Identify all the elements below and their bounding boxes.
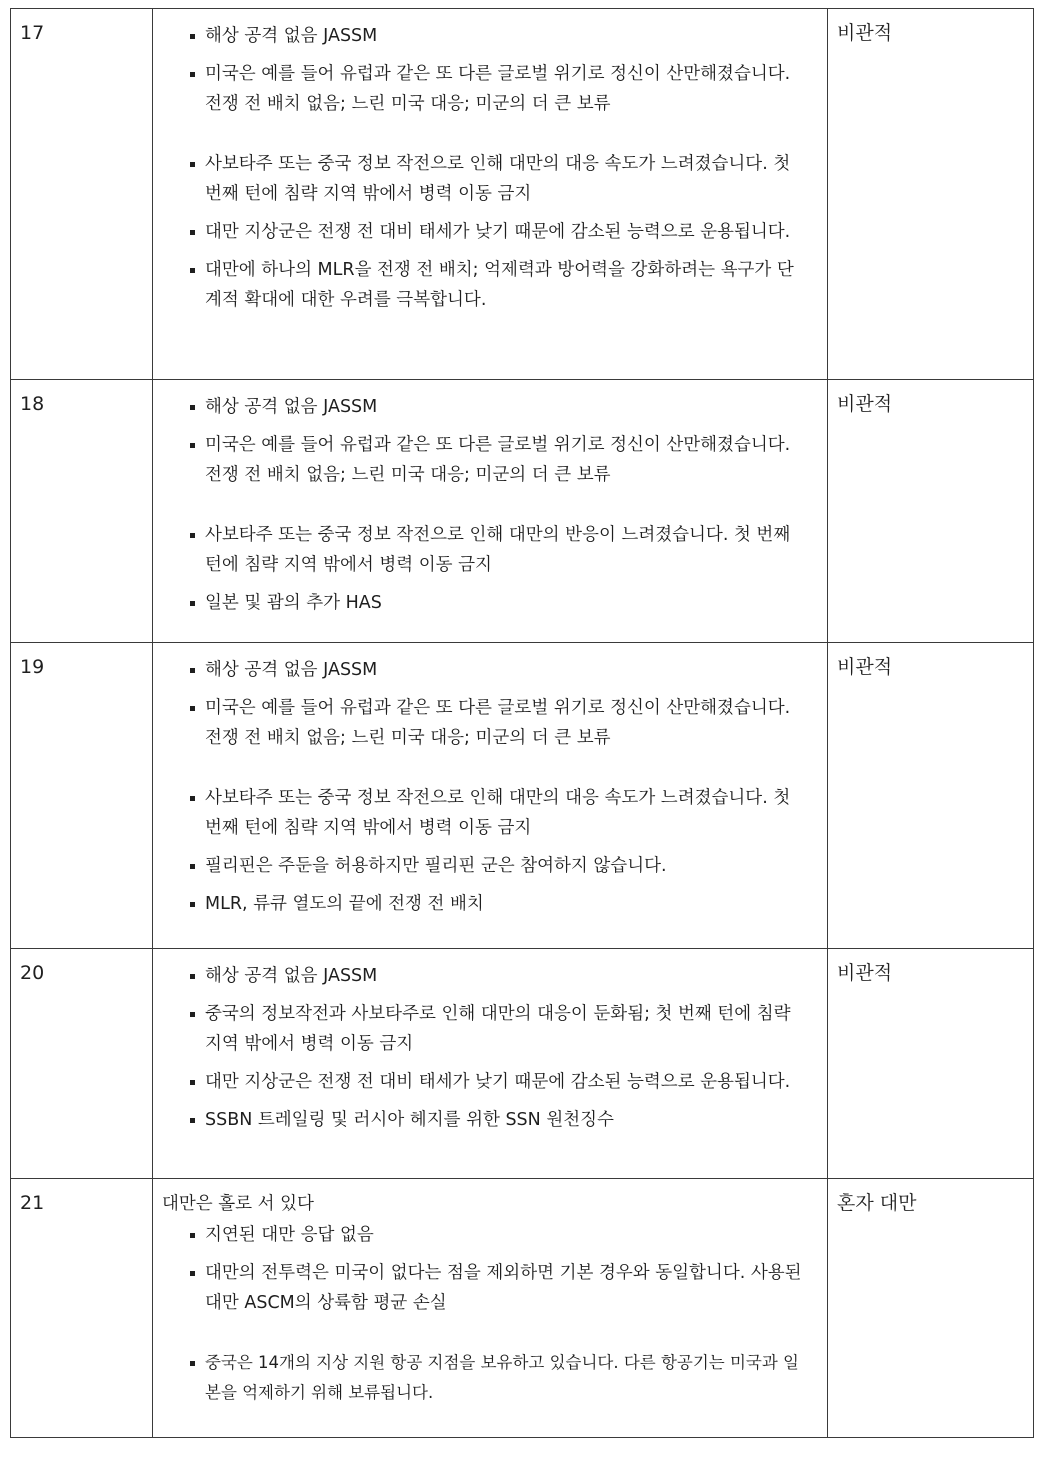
row-items-cell	[153, 1179, 828, 1438]
row-items-cell	[153, 949, 828, 1179]
bullet-icon	[190, 443, 195, 448]
table-row	[11, 949, 1034, 1179]
list-item-text: 중국의 정보작전과 사보타주로 인해 대만의 대응이 둔화됨; 첫 번째 턴에 침략 지역 밖에서 병력 이동 금지	[205, 1004, 791, 1054]
scenario-table	[10, 8, 1034, 1438]
list-item-text: 중국은 14개의 지상 지원 항공 지점을 보유하고 있습니다. 다른 항공기는 미국과 일본을 억제하기 위해 보류됩니다.	[205, 1353, 799, 1402]
bullet-icon	[190, 533, 195, 538]
row-number-cell	[11, 9, 153, 380]
list-item	[162, 851, 817, 881]
list-item-text: MLR, 류큐 열도의 끝에 전쟁 전 배치	[205, 894, 484, 914]
bullet-icon	[190, 1118, 195, 1123]
list-item-text: 대만 지상군은 전쟁 전 대비 태세가 낮기 때문에 감소된 능력으로 운용됩니다.	[205, 222, 791, 242]
list-item-text: 해상 공격 없음 JASSM	[205, 660, 378, 680]
row-outlook-cell	[828, 9, 1034, 380]
row-outlook: 비관적	[837, 656, 893, 678]
list-item-text: 해상 공격 없음 JASSM	[205, 26, 378, 46]
row-outlook-cell	[828, 949, 1034, 1179]
list-item	[162, 430, 817, 490]
row-items-cell	[153, 643, 828, 949]
list-item-text: 사보타주 또는 중국 정보 작전으로 인해 대만의 대응 속도가 느려졌습니다. 첫 번째 턴에 침략 지역 밖에서 병력 이동 금지	[205, 154, 791, 204]
list-item	[162, 520, 817, 580]
bullet-icon	[190, 1361, 195, 1366]
row-number-cell	[11, 380, 153, 643]
bullet-icon	[190, 72, 195, 77]
list-item	[162, 255, 817, 315]
bullet-icon	[190, 1080, 195, 1085]
list-item	[162, 392, 817, 422]
row-number-cell	[11, 643, 153, 949]
list-item	[162, 693, 817, 753]
list-item-text: 사보타주 또는 중국 정보 작전으로 인해 대만의 대응 속도가 느려졌습니다. 첫 번째 턴에 침략 지역 밖에서 병력 이동 금지	[205, 788, 791, 838]
row-outlook: 비관적	[837, 393, 893, 415]
row-outlook: 비관적	[837, 962, 893, 984]
row-items-cell	[153, 9, 828, 380]
table-row	[11, 643, 1034, 949]
list-item	[162, 889, 817, 919]
list-item	[162, 783, 817, 843]
row-number: 17	[20, 22, 45, 44]
bullet-icon	[190, 1012, 195, 1017]
list-item-text: 대만의 전투력은 미국이 없다는 점을 제외하면 기본 경우와 동일합니다. 사용된 대만 ASCM의 상륙함 평균 손실	[205, 1263, 802, 1313]
table-row	[11, 1179, 1034, 1438]
list-item-text: 미국은 예를 들어 유럽과 같은 또 다른 글로벌 위기로 정신이 산만해졌습니다. 전쟁 전 배치 없음; 느린 미국 대응; 미군의 더 큰 보류	[205, 435, 791, 485]
list-item	[162, 217, 817, 247]
row-outlook-cell	[828, 1179, 1034, 1438]
table-row	[11, 9, 1034, 380]
bullet-icon	[190, 601, 195, 606]
row-number-cell	[11, 1179, 153, 1438]
list-item	[162, 961, 817, 991]
list-item	[162, 1258, 817, 1318]
list-item-text: 대만에 하나의 MLR을 전쟁 전 배치; 억제력과 방어력을 강화하려는 욕구가 단계적 확대에 대한 우려를 극복합니다.	[205, 260, 794, 310]
table-row	[11, 380, 1034, 643]
bullet-icon	[190, 974, 195, 979]
list-item-text: 대만 지상군은 전쟁 전 대비 태세가 낮기 때문에 감소된 능력으로 운용됩니다.	[205, 1072, 791, 1092]
list-item-text: 미국은 예를 들어 유럽과 같은 또 다른 글로벌 위기로 정신이 산만해졌습니다. 전쟁 전 배치 없음; 느린 미국 대응; 미군의 더 큰 보류	[205, 64, 791, 114]
bullet-icon	[190, 1271, 195, 1276]
list-item-text: 해상 공격 없음 JASSM	[205, 397, 378, 417]
list-item	[162, 655, 817, 685]
bullet-icon	[190, 902, 195, 907]
list-item	[162, 999, 817, 1059]
bullet-icon	[190, 405, 195, 410]
bullet-icon	[190, 668, 195, 673]
row-number: 21	[20, 1192, 45, 1214]
bullet-icon	[190, 162, 195, 167]
list-item-text: 미국은 예를 들어 유럽과 같은 또 다른 글로벌 위기로 정신이 산만해졌습니다. 전쟁 전 배치 없음; 느린 미국 대응; 미군의 더 큰 보류	[205, 698, 791, 748]
row-intro-text: 대만은 홀로 서 있다	[162, 1194, 314, 1214]
bullet-icon	[190, 1233, 195, 1238]
row-number: 19	[20, 656, 45, 678]
list-item	[162, 1067, 817, 1097]
list-item	[162, 149, 817, 209]
row-number-cell	[11, 949, 153, 1179]
row-outlook-cell	[828, 643, 1034, 949]
list-item	[162, 21, 817, 51]
bullet-icon	[190, 34, 195, 39]
list-item-text: 해상 공격 없음 JASSM	[205, 966, 378, 986]
bullet-icon	[190, 268, 195, 273]
list-item	[162, 1220, 817, 1250]
row-number: 18	[20, 393, 45, 415]
list-item	[162, 1348, 817, 1408]
list-item-text: 필리핀은 주둔을 허용하지만 필리핀 군은 참여하지 않습니다.	[205, 856, 667, 876]
list-item-text: 사보타주 또는 중국 정보 작전으로 인해 대만의 반응이 느려졌습니다. 첫 번째 턴에 침략 지역 밖에서 병력 이동 금지	[205, 525, 791, 575]
bullet-icon	[190, 706, 195, 711]
list-item	[162, 59, 817, 119]
list-item-text: 일본 및 괌의 추가 HAS	[205, 593, 382, 613]
row-items-cell	[153, 380, 828, 643]
list-item-text: 지연된 대만 응답 없음	[205, 1225, 374, 1245]
row-outlook: 혼자 대만	[837, 1192, 917, 1214]
row-outlook: 비관적	[837, 22, 893, 44]
bullet-icon	[190, 796, 195, 801]
row-outlook-cell	[828, 380, 1034, 643]
bullet-icon	[190, 230, 195, 235]
bullet-icon	[190, 864, 195, 869]
list-item	[162, 1105, 817, 1135]
row-number: 20	[20, 962, 45, 984]
list-item-text: SSBN 트레일링 및 러시아 헤지를 위한 SSN 원천징수	[205, 1110, 614, 1130]
list-item	[162, 588, 817, 618]
